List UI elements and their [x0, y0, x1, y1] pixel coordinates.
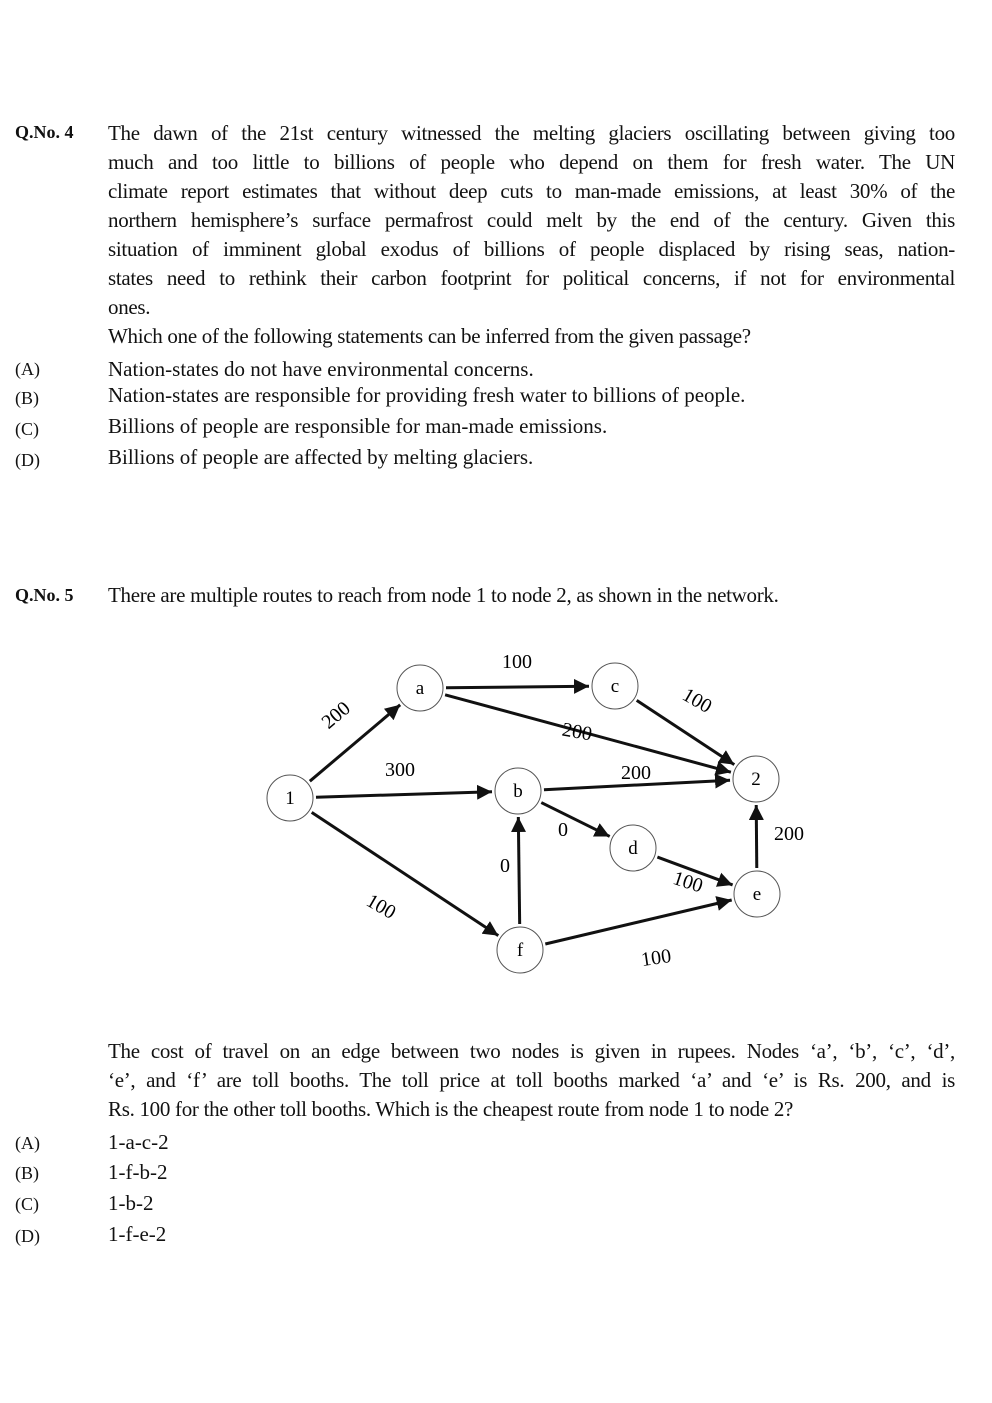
edge-cost-label: 100 [670, 867, 706, 898]
edge-cost-label: 0 [558, 819, 568, 841]
option-label: (A) [15, 1133, 40, 1153]
edge-cost-label: 100 [678, 683, 716, 718]
option-text[interactable]: Billions of people are affected by melting glaciers. [108, 445, 534, 469]
edge-cost-label: 300 [385, 759, 415, 781]
node-label: 2 [751, 769, 761, 790]
edge-cost-label: 100 [639, 945, 673, 972]
passage-line: northern hemisphere’s surface permafrost could melt by the end of the century. Given this [108, 208, 955, 232]
option-text[interactable]: 1-a-c-2 [108, 1130, 169, 1154]
node-label: b [513, 781, 523, 802]
q4-question: Which one of the following statements can be inferred from the given passage? [108, 324, 751, 348]
option-label: (B) [15, 388, 39, 408]
passage-line: ones. [108, 295, 151, 319]
option-label: (D) [15, 1226, 40, 1246]
edge-a-c [446, 686, 589, 687]
passage-line: much and too little to billions of people who depend on them for fresh water. The UN [108, 150, 955, 174]
option-text[interactable]: 1-f-b-2 [108, 1160, 168, 1184]
option-label: (A) [15, 359, 40, 379]
edge-cost-label: 100 [362, 889, 400, 924]
node-1 [267, 775, 313, 821]
option-label: (C) [15, 1194, 39, 1214]
node-label: 1 [285, 788, 295, 809]
option-text[interactable]: Nation-states are responsible for providing fresh water to billions of people. [108, 383, 746, 407]
option-text[interactable]: 1-b-2 [108, 1191, 154, 1215]
edge-cost-label: 0 [500, 855, 510, 877]
node-e [734, 871, 780, 917]
node-label: f [516, 940, 524, 961]
passage-line: climate report estimates that without deep cuts to man-made emissions, at least 30% of the [108, 179, 955, 203]
option-label: (C) [15, 419, 39, 439]
q5-intro: There are multiple routes to reach from node 1 to node 2, as shown in the network. [108, 583, 779, 607]
node-f [497, 927, 543, 973]
option-text[interactable]: 1-f-e-2 [108, 1222, 167, 1246]
node-b [495, 768, 541, 814]
node-a [397, 665, 443, 711]
edge-f-b [518, 817, 519, 924]
node-label: d [628, 838, 638, 859]
node-label: c [610, 676, 620, 697]
question-number: Q.No. 5 [15, 585, 74, 605]
edge-cost-label: 200 [621, 762, 651, 784]
text-line: ‘e’, and ‘f’ are toll booths. The toll price at toll booths marked ‘a’ and ‘e’ is Rs. 200, and is [108, 1068, 955, 1092]
edge-c-2 [637, 700, 735, 764]
text-line: Rs. 100 for the other toll booths. Which is the cheapest route from node 1 to node 2? [108, 1097, 794, 1121]
option-text[interactable]: Billions of people are responsible for man-made emissions. [108, 414, 608, 438]
node-2 [733, 756, 779, 802]
edge-f-e [545, 900, 731, 944]
edge-cost-label: 100 [502, 651, 532, 673]
option-text[interactable]: Nation-states do not have environmental concerns. [108, 357, 534, 381]
node-label: a [415, 678, 425, 699]
passage-line: The dawn of the 21st century witnessed the melting glaciers oscillating between giving too [108, 121, 955, 145]
option-label: (B) [15, 1163, 39, 1183]
option-label: (D) [15, 450, 40, 470]
edge-cost-label: 200 [560, 718, 594, 746]
edge-e-2 [756, 805, 757, 868]
edge-cost-label: 200 [317, 697, 355, 734]
edge-b-d [541, 803, 609, 837]
node-label: e [752, 884, 762, 905]
edge-1-f [312, 812, 499, 935]
edge-1-b [316, 792, 492, 797]
question-number: Q.No. 4 [15, 122, 74, 142]
passage-line: states need to rethink their carbon footprint for political concerns, if not for environmental [108, 266, 955, 290]
text-line: The cost of travel on an edge between two nodes is given in rupees. Nodes ‘a’, ‘b’, ‘c’, ‘d’, [108, 1039, 955, 1063]
node-c [592, 663, 638, 709]
edge-cost-label: 200 [774, 823, 804, 845]
node-d [610, 825, 656, 871]
passage-line: situation of imminent global exodus of billions of people displaced by rising seas, nation- [108, 237, 955, 261]
